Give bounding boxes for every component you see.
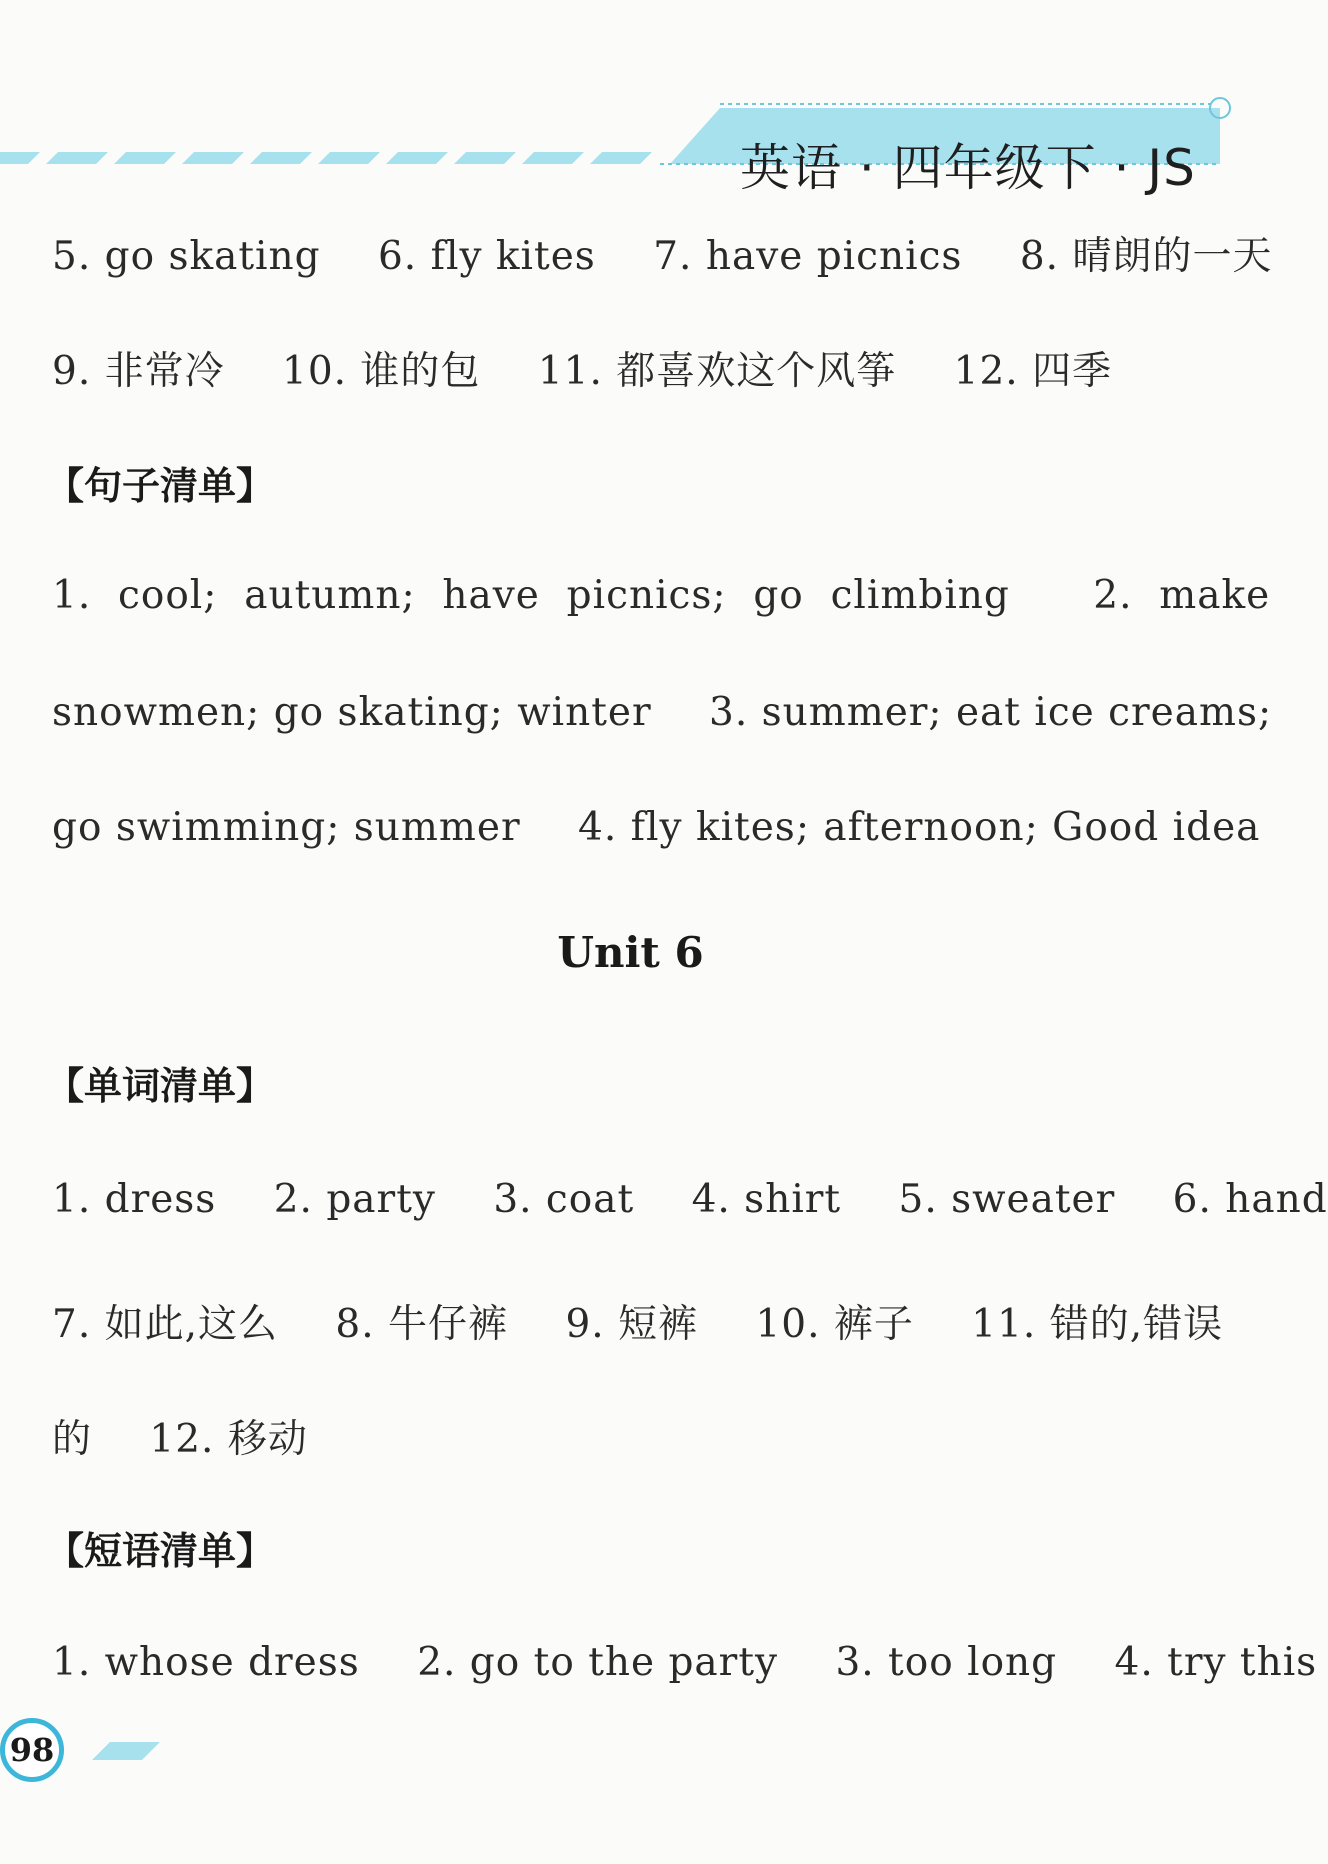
list-item: 4. try this: [1114, 1640, 1318, 1685]
page-number: 98: [9, 1731, 55, 1769]
list-item: 6. fly kites: [377, 234, 596, 279]
sentence-row: [52, 573, 1270, 618]
list-item: 10. 裤子: [755, 1302, 914, 1347]
list-item: 的: [52, 1417, 93, 1462]
list-item: 5. sweater: [898, 1177, 1116, 1222]
section-heading-phrases: 【短语清单】: [46, 1529, 275, 1573]
list-item: 1. dress: [52, 1177, 217, 1222]
list-item: 10. 谁的包: [282, 349, 481, 394]
phrase-row: [52, 1640, 1317, 1685]
list-item: 12. 移动: [149, 1417, 308, 1462]
list-item: 2. go to the party: [417, 1640, 779, 1685]
list-item: 1. cool; autumn; have picnics; go climbing: [52, 573, 1010, 618]
list-item: 3. coat: [493, 1177, 635, 1222]
word-row: [52, 1177, 1328, 1222]
list-item: 5. go skating: [52, 234, 321, 279]
list-item: 4. shirt: [691, 1177, 842, 1222]
footer-stripe-decoration: [92, 1740, 162, 1762]
list-item: 1. whose dress: [52, 1640, 360, 1685]
sentence-row: [52, 690, 1272, 735]
list-item: 11. 错的,错误: [971, 1302, 1224, 1347]
list-item: 2. make: [1093, 573, 1271, 618]
list-item: 7. have picnics: [653, 234, 963, 279]
word-row: [52, 1408, 308, 1464]
list-item: 9. 短裤: [565, 1302, 699, 1347]
list-item: 7. 如此,这么: [52, 1302, 279, 1347]
phrase-row: [52, 225, 1272, 281]
section-heading-sentences: 【句子清单】: [46, 464, 275, 508]
list-item: 8. 牛仔裤: [335, 1302, 509, 1347]
section-heading-words: 【单词清单】: [46, 1064, 275, 1108]
list-item: 2. party: [273, 1177, 436, 1222]
list-item: 3. summer; eat ice creams;: [709, 690, 1273, 735]
list-item: 8. 晴朗的一天: [1019, 234, 1273, 279]
phrase-row: [52, 340, 1112, 396]
sentence-row: [52, 805, 1260, 850]
list-item: 12. 四季: [953, 349, 1113, 394]
word-row: [52, 1293, 1223, 1349]
list-item: 3. too long: [835, 1640, 1058, 1685]
header-title: 英语 · 四年级下 · JS: [740, 139, 1196, 197]
list-item: 4. fly kites; afternoon; Good idea: [578, 805, 1261, 850]
list-item: 9. 非常冷: [52, 349, 225, 394]
list-item: 6. hand: [1172, 1177, 1328, 1222]
unit-title: Unit 6: [557, 928, 704, 977]
list-item: 11. 都喜欢这个风筝: [537, 349, 897, 394]
list-item: snowmen; go skating; winter: [52, 690, 652, 735]
page-number-badge: [0, 1718, 64, 1782]
list-item: go swimming; summer: [52, 805, 521, 850]
